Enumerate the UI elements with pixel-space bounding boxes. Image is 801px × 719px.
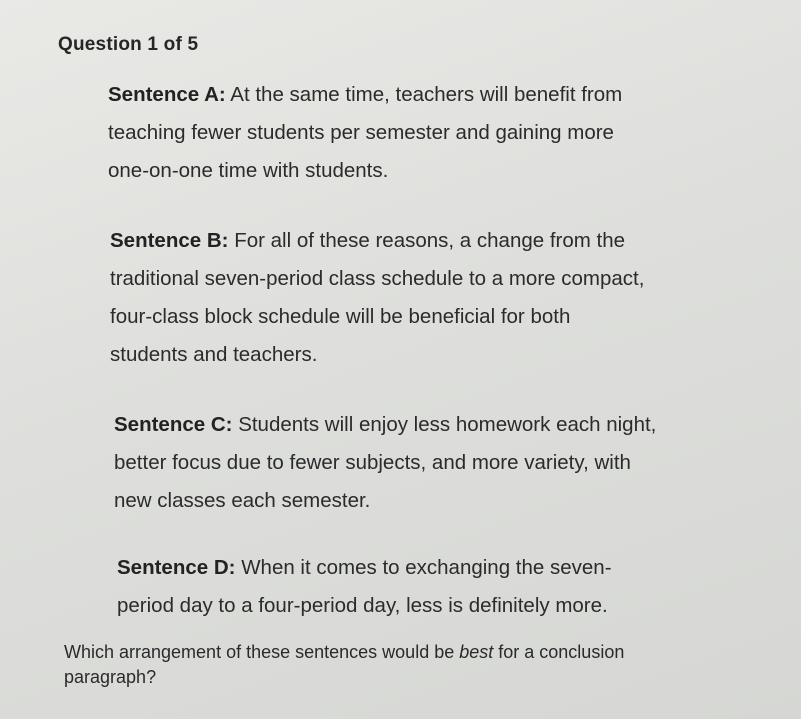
sentence-text: Students will enjoy less homework each night,: [238, 413, 657, 436]
sentence-line: traditional seven-period class schedule to a more compact,: [110, 267, 645, 290]
prompt-line: paragraph?: [64, 667, 157, 687]
prompt-text: for a conclusion: [493, 642, 625, 662]
question-counter: Question 1 of 5: [58, 34, 199, 55]
sentence-d: [117, 549, 757, 625]
question-prompt: [64, 640, 764, 690]
sentence-line: [110, 222, 750, 260]
sentence-line: teaching fewer students per semester and gaining more: [108, 121, 614, 144]
sentence-line: [108, 76, 728, 114]
sentence-label: Sentence C:: [114, 413, 233, 436]
sentence-line: new classes each semester.: [114, 489, 371, 512]
sentence-a: [108, 76, 728, 190]
sentence-c: [114, 406, 754, 520]
sentence-text: For all of these reasons, a change from the: [234, 229, 626, 252]
prompt-text: Which arrangement of these sentences would be: [64, 642, 460, 662]
prompt-emphasis: best: [459, 642, 494, 662]
sentence-line: four-class block schedule will be beneficial for both: [110, 305, 571, 328]
sentence-line: period day to a four-period day, less is definitely more.: [117, 594, 608, 617]
sentence-text: When it comes to exchanging the seven-: [241, 556, 612, 579]
sentence-label: Sentence A:: [108, 83, 226, 106]
sentence-label: Sentence D:: [117, 556, 236, 579]
sentence-text: At the same time, teachers will benefit from: [230, 83, 623, 106]
sentence-b: [110, 222, 750, 374]
sentence-line: [117, 549, 757, 587]
prompt-line: [64, 640, 764, 665]
sentence-line: students and teachers.: [110, 343, 318, 366]
sentence-label: Sentence B:: [110, 229, 229, 252]
sentence-line: one-on-one time with students.: [108, 159, 389, 182]
sentence-line: [114, 406, 754, 444]
sentence-line: better focus due to fewer subjects, and more variety, with: [114, 451, 631, 474]
